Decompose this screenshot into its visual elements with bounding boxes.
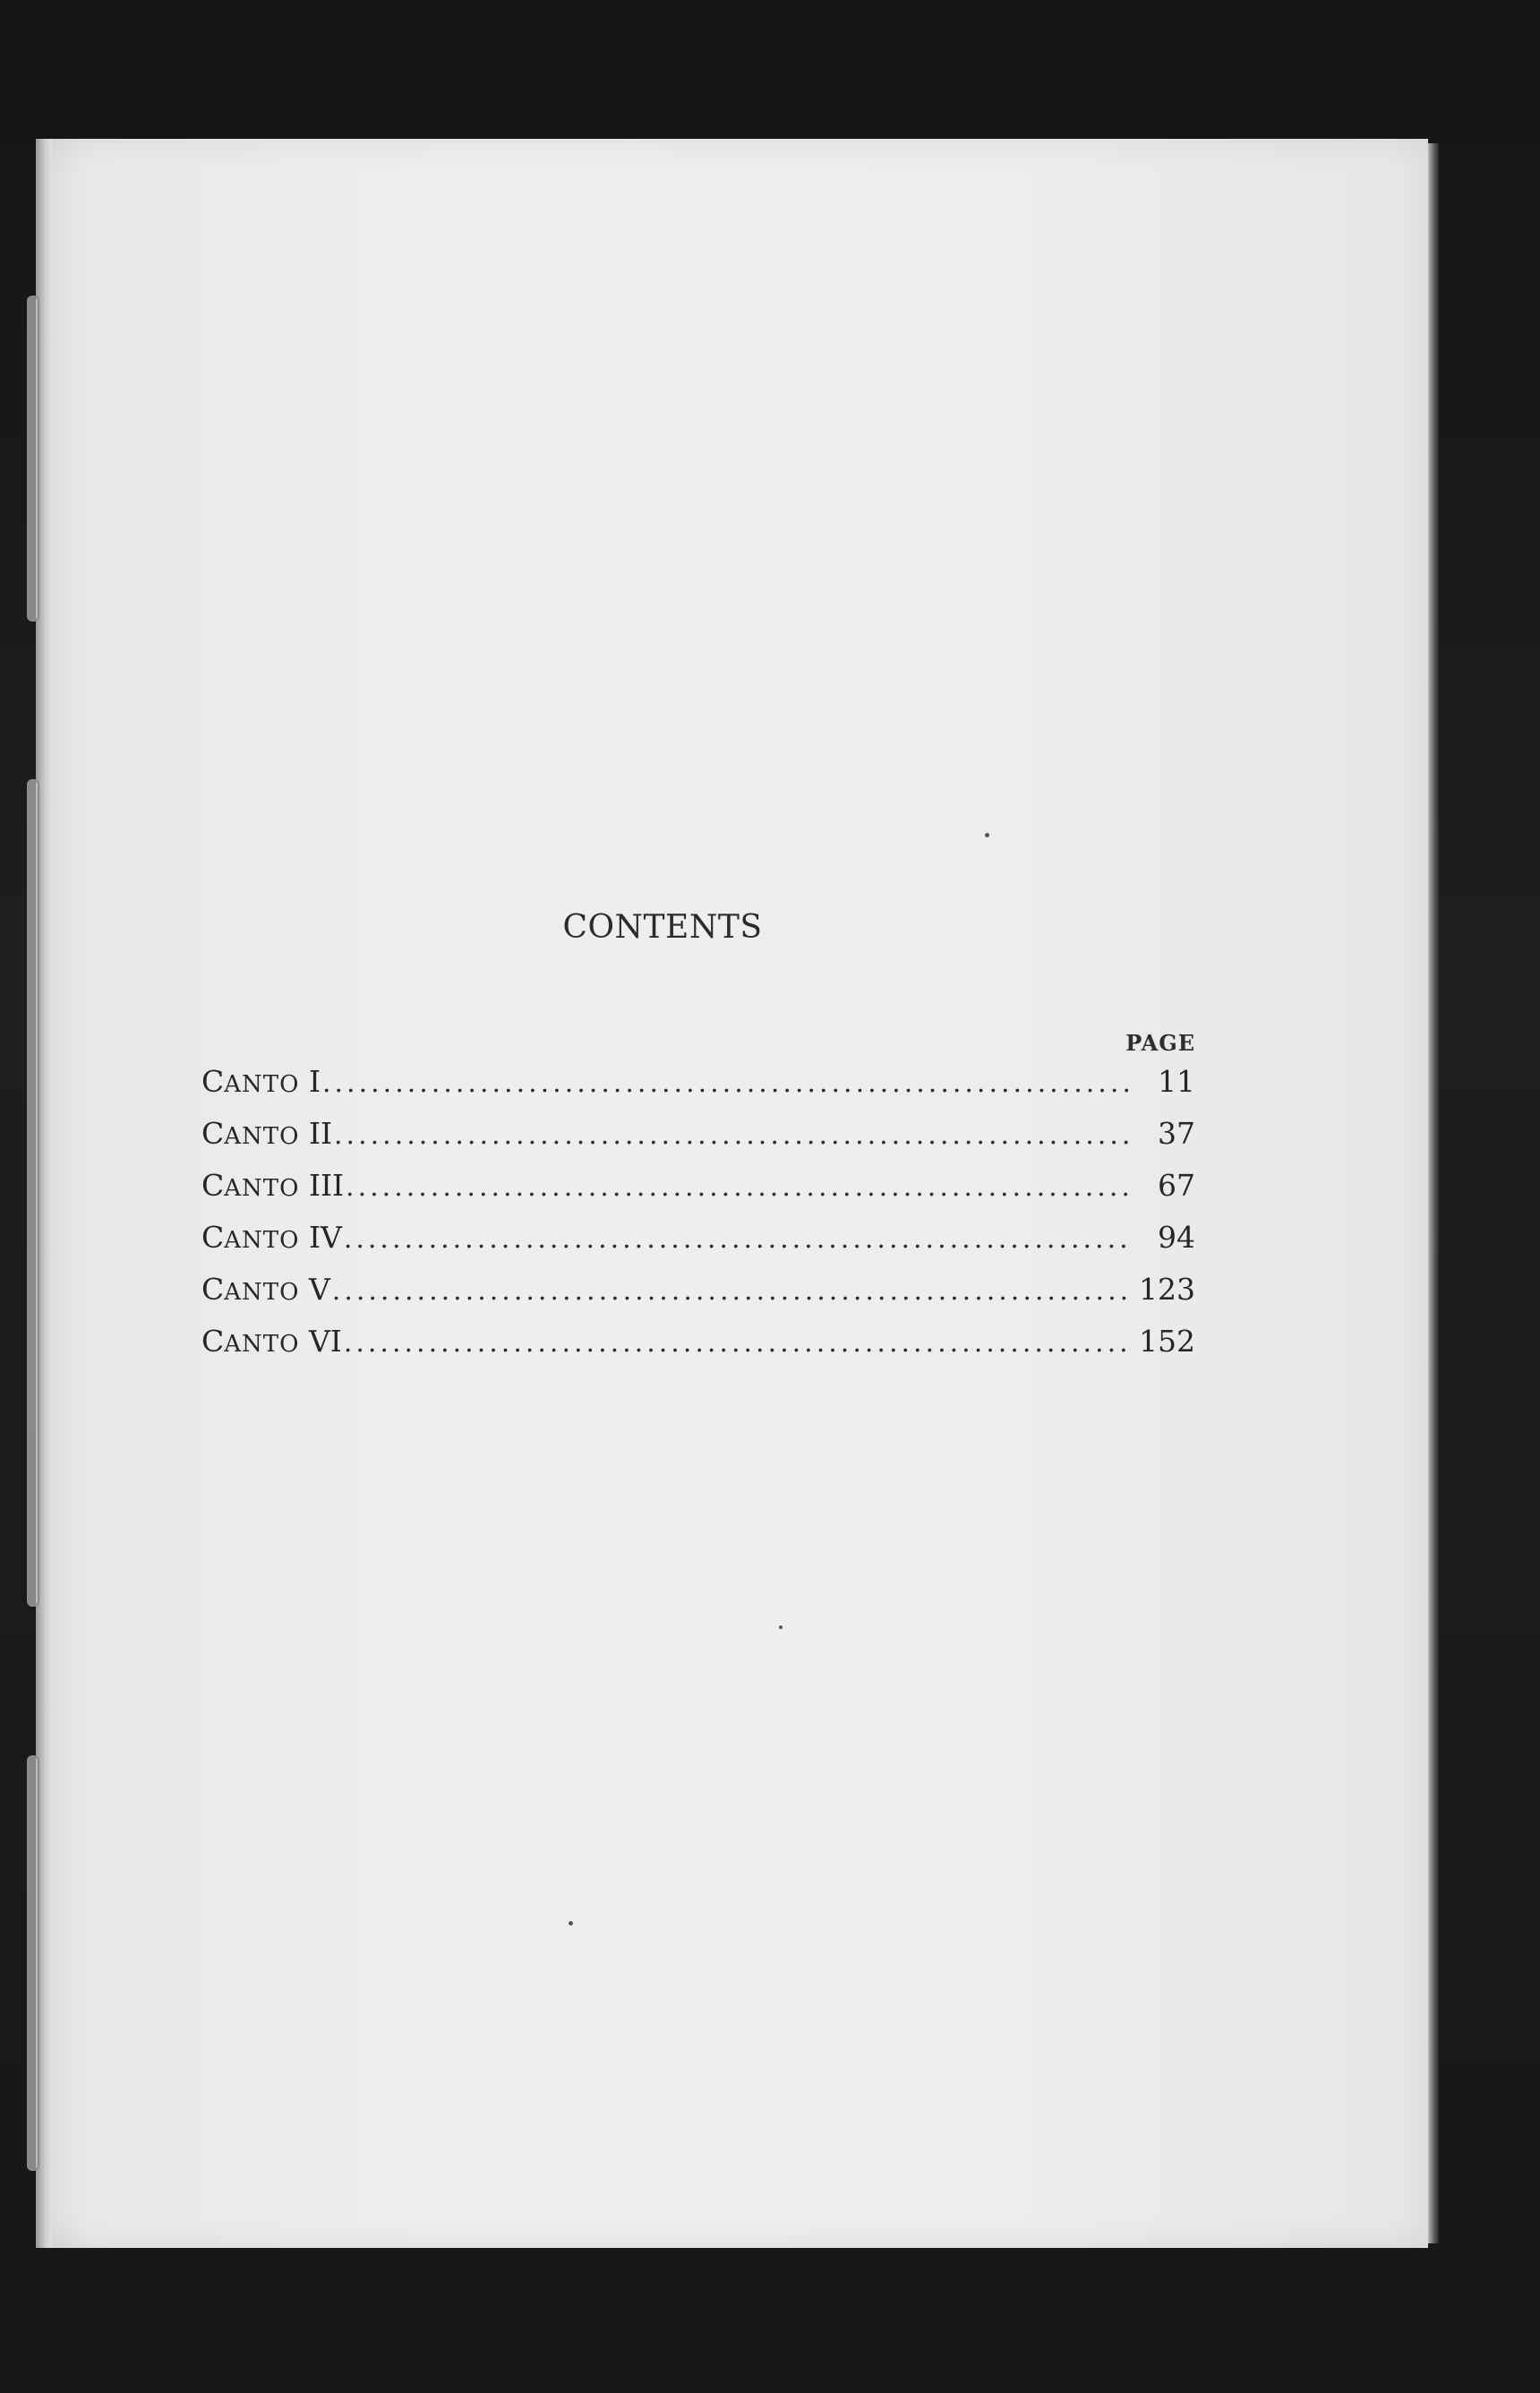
toc-canto-numeral: III bbox=[308, 1168, 345, 1203]
toc-word-initial: C bbox=[201, 1272, 225, 1307]
page-column-heading: PAGE bbox=[1125, 1030, 1195, 1056]
toc-entry-title bbox=[201, 1116, 332, 1151]
toc-word-initial: C bbox=[201, 1220, 225, 1255]
toc-entry-title bbox=[201, 1272, 330, 1307]
toc-page-number: 152 bbox=[1139, 1324, 1195, 1359]
table-of-contents bbox=[201, 1064, 1195, 1376]
toc-entry-title bbox=[201, 1064, 321, 1099]
toc-word-initial: C bbox=[201, 1168, 225, 1203]
dot-leader bbox=[322, 1068, 1133, 1099]
toc-word-rest: ANTO bbox=[224, 1175, 300, 1202]
toc-canto-numeral: I bbox=[308, 1064, 321, 1099]
toc-canto-numeral: IV bbox=[308, 1220, 342, 1255]
toc-entry bbox=[201, 1168, 1195, 1220]
page-edge-shadow bbox=[1428, 143, 1439, 2243]
toc-entry bbox=[201, 1064, 1195, 1116]
binding-stitch bbox=[27, 296, 39, 622]
contents-title: CONTENTS bbox=[562, 909, 763, 946]
toc-entry-title bbox=[201, 1220, 342, 1255]
toc-page-number: 37 bbox=[1158, 1116, 1195, 1151]
toc-canto-numeral: VI bbox=[308, 1324, 342, 1359]
paper-speck bbox=[569, 1921, 573, 1926]
toc-entry bbox=[201, 1220, 1195, 1272]
binding-stitch bbox=[27, 779, 39, 1607]
dot-leader bbox=[332, 1275, 1130, 1307]
toc-word-rest: ANTO bbox=[224, 1331, 300, 1358]
toc-word-initial: C bbox=[201, 1116, 225, 1151]
binding-stitch bbox=[27, 1755, 39, 2171]
toc-word-initial: C bbox=[201, 1064, 225, 1099]
toc-entry-title bbox=[201, 1324, 342, 1359]
toc-page-number: 123 bbox=[1139, 1272, 1195, 1307]
toc-canto-numeral: V bbox=[308, 1272, 330, 1307]
toc-entry bbox=[201, 1116, 1195, 1168]
dot-leader bbox=[344, 1223, 1133, 1255]
toc-word-rest: ANTO bbox=[224, 1071, 300, 1098]
toc-word-rest: ANTO bbox=[224, 1279, 300, 1306]
toc-word-initial: C bbox=[201, 1324, 225, 1359]
toc-page-number: 11 bbox=[1158, 1064, 1195, 1099]
toc-entry bbox=[201, 1272, 1195, 1324]
toc-word-rest: ANTO bbox=[224, 1123, 300, 1150]
toc-entry-title bbox=[201, 1168, 344, 1203]
dot-leader bbox=[344, 1327, 1130, 1359]
dot-leader bbox=[334, 1119, 1133, 1151]
toc-word-rest: ANTO bbox=[224, 1227, 300, 1254]
dot-leader bbox=[346, 1171, 1133, 1203]
toc-entry bbox=[201, 1324, 1195, 1376]
paper-speck bbox=[779, 1625, 783, 1629]
toc-canto-numeral: II bbox=[308, 1116, 333, 1151]
paper-speck bbox=[985, 833, 989, 837]
toc-page-number: 67 bbox=[1158, 1168, 1195, 1203]
toc-page-number: 94 bbox=[1158, 1220, 1195, 1255]
